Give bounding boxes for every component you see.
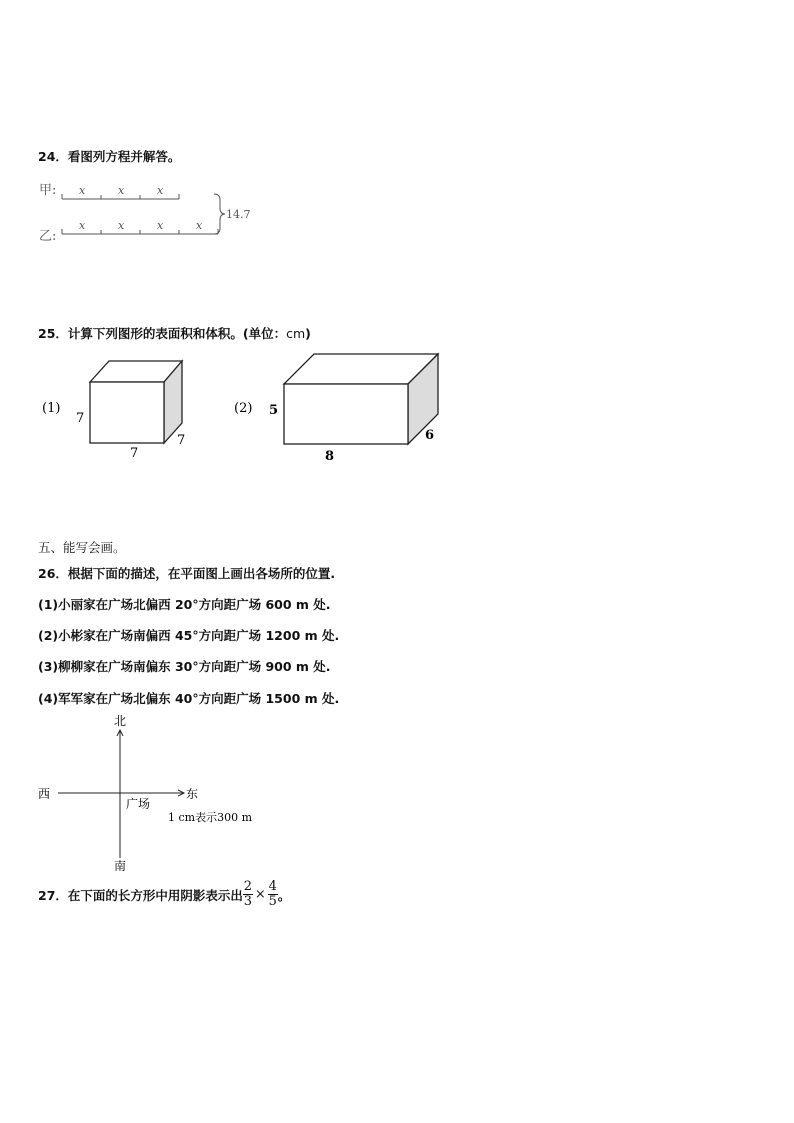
jia-segment-1: x — [79, 184, 86, 197]
q24-title: 24．看图列方程并解答。 — [38, 149, 181, 164]
jia-segment-3: x — [157, 184, 164, 197]
plaza-label: 广场 — [126, 797, 151, 811]
q24-line-diagram — [34, 178, 264, 248]
figure-2-label: (2) — [234, 401, 253, 416]
figure-1-width: 7 — [177, 433, 186, 448]
north-label: 北 — [114, 714, 127, 728]
direction-map — [30, 712, 280, 877]
q26-item-3: (3)柳柳家在广场南偏东 30°方向距广场 900 m 处. — [38, 659, 331, 674]
figure-1-label: (1) — [42, 401, 61, 416]
jia-segment-2: x — [118, 184, 125, 197]
yi-label: 乙: — [39, 229, 57, 244]
figure-2-length: 8 — [325, 449, 335, 464]
yi-segment-2: x — [118, 219, 125, 232]
yi-segment-1: x — [79, 219, 86, 232]
figure-1-length: 7 — [130, 446, 139, 461]
figure-1-cube — [34, 350, 204, 465]
south-label: 南 — [114, 859, 127, 873]
yi-segment-4: x — [196, 219, 203, 232]
section-5-title: 五、能写会画。 — [38, 540, 126, 555]
east-label: 东 — [186, 787, 199, 801]
jia-label: 甲: — [39, 183, 57, 198]
west-label: 西 — [38, 787, 51, 801]
yi-segment-3: x — [157, 219, 164, 232]
total-brace — [214, 194, 225, 234]
fraction-4-5: $\frac{4}{5}$ — [268, 879, 277, 909]
q25-unit: cm — [286, 326, 306, 341]
scale-label: 1 cm表示300 m — [168, 811, 253, 824]
q25-title: 25．计算下列图形的表面积和体积。(单位：cm) — [38, 326, 311, 341]
fraction-2-3: $\frac{2}{3}$ — [243, 879, 253, 909]
q26-item-4: (4)军军家在广场北偏东 40°方向距广场 1500 m 处. — [38, 691, 340, 706]
figure-2-width: 6 — [425, 428, 435, 443]
q26-item-2: (2)小彬家在广场南偏西 45°方向距广场 1200 m 处. — [38, 628, 340, 643]
times-sign: × — [254, 887, 266, 902]
figure-2-cuboid — [230, 346, 460, 466]
q27-title: 27．在下面的长方形中用阴影表示出 $\frac{2}{3}$ × $\frac{4}{5}$ 。 — [38, 879, 291, 909]
figure-2-height: 5 — [269, 403, 279, 418]
yi-line — [62, 229, 218, 234]
total-length: 14.7 — [226, 208, 251, 221]
q26-item-1: (1)小丽家在广场北偏西 20°方向距广场 600 m 处. — [38, 597, 331, 612]
q26-title: 26．根据下面的描述，在平面图上画出各场所的位置. — [38, 566, 336, 581]
figure-1-height: 7 — [76, 411, 85, 426]
